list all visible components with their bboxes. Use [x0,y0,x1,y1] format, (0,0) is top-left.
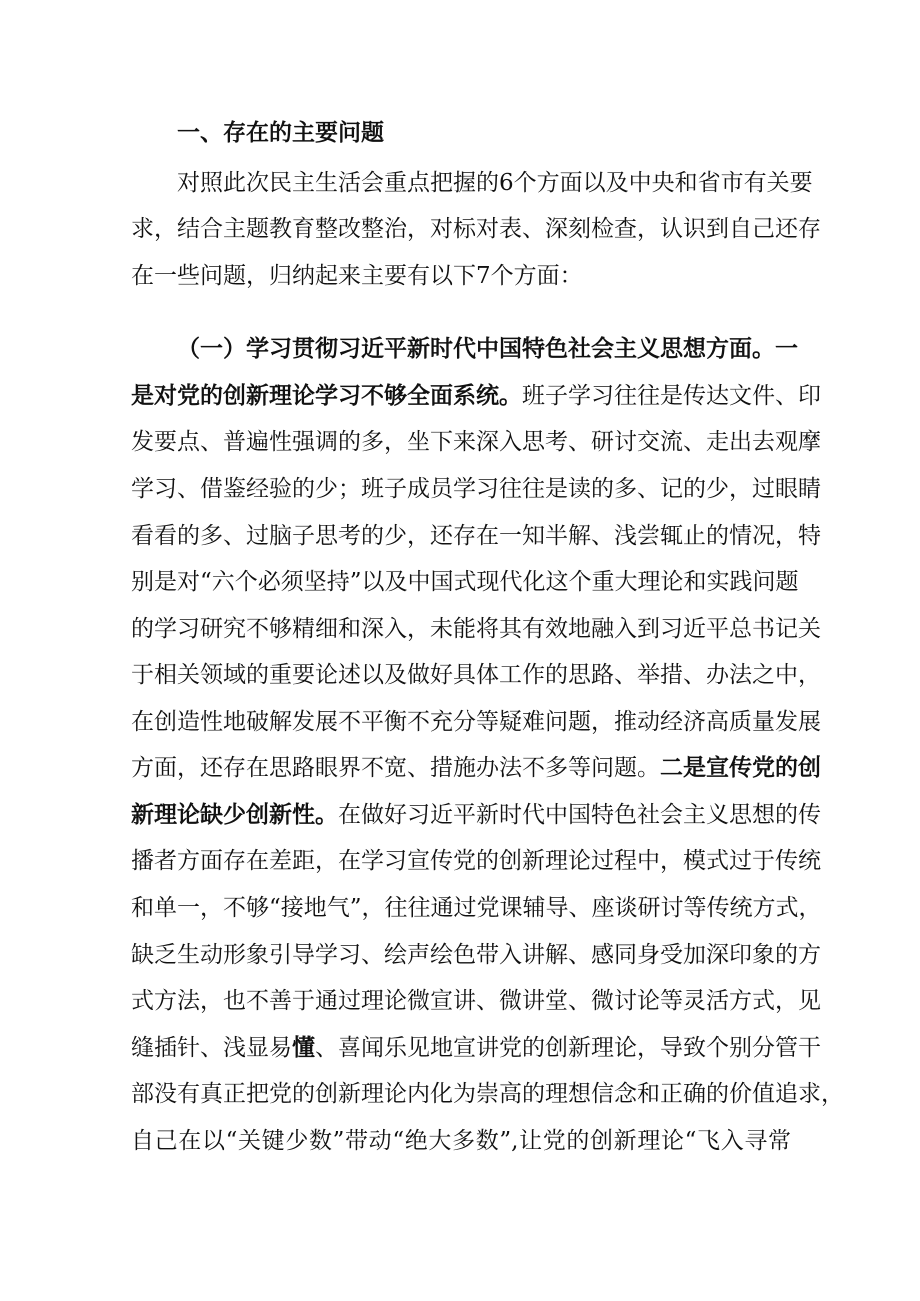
text-run: 、喜闻乐见地宣讲党的创新理论，导致个别分管干 [315,1035,821,1061]
paragraph-line [131,938,821,972]
paragraph-line [177,332,798,366]
text-run: 看看的多、过脑子思考的少，还存在一知半解、浅尝辄止的情况，特 [131,523,821,549]
paragraph-line [131,1124,791,1158]
text-run: 自己在以“关键少数”带动“绝大多数”,让党的创新理论“飞入寻常 [131,1128,791,1154]
bold-text: 新理论缺少创新性。 [131,801,338,828]
text-run: 和单一，不够“接地气”，往往通过党课辅导、座谈研讨等传统方式， [131,895,822,921]
paragraph-line [131,472,821,506]
text-run: 于相关领域的重要论述以及做好具体工作的思路、举措、办法之中， [131,662,821,688]
bold-text: 二是宣传党的创 [660,754,821,781]
text-run: 对照此次民主生活会重点把握的6个方面以及中央和省市有关要 [177,170,813,196]
paragraph-line [131,259,791,293]
paragraph-line [131,425,821,459]
paragraph-line [131,1031,821,1065]
paragraph-line [131,751,821,785]
text-run: 发要点、普遍性强调的多，坐下来深入思考、研讨交流、走出去观摩 [131,429,821,455]
text-run: 在一些问题，归纳起来主要有以下7个方面： [131,263,583,289]
text-run: 在创造性地破解发展不平衡不充分等疑难问题，推动经济高质量发展 [131,709,821,735]
text-run: 的学习研究不够精细和深入，未能将其有效地融入到习近平总书记关 [131,616,821,642]
paragraph-line [131,612,821,646]
text-run: 一、存在的主要问题 [177,119,384,146]
text-run: 缝插针、浅显易 [131,1035,292,1061]
paragraph-line [131,844,821,878]
text-run: 播者方面存在差距，在学习宣传党的创新理论过程中，模式过于传统 [131,848,821,874]
text-run: 缺乏生动形象引导学习、绘声绘色带入讲解、感同身受加深印象的方 [131,942,821,968]
paragraph-line [131,565,799,599]
section-heading [177,116,791,150]
paragraph-line [131,658,821,692]
bold-text: （一）学习贯彻习近平新时代中国特色社会主义思想方面。一 [177,335,798,362]
text-run: 式方法，也不善于通过理论微宣讲、微讲堂、微讨论等灵活方式，见 [131,988,821,1014]
text-run: 部没有真正把党的创新理论内化为崇高的理想信念和正确的价值追求， [131,1081,844,1107]
paragraph-line [131,798,821,832]
paragraph-line [131,705,821,739]
paragraph-line [177,166,813,200]
paragraph-line [131,519,821,553]
text-run: 学习、借鉴经验的少；班子成员学习往往是读的多、记的少，过眼睛 [131,476,821,502]
bold-text: 懂 [292,1034,315,1061]
text-run: 求，结合主题教育整改整治，对标对表、深刻检查，认识到自己还存 [131,216,821,242]
paragraph-line [131,1077,844,1111]
text-run: 方面，还存在思路眼界不宽、措施办法不多等问题。 [131,755,660,781]
paragraph-line [131,984,821,1018]
paragraph-line [131,379,821,413]
paragraph-line [131,212,821,246]
text-run: 在做好习近平新时代中国特色社会主义思想的传 [338,802,821,828]
paragraph-line [131,891,822,925]
text-run: 别是对“六个必须坚持”以及中国式现代化这个重大理论和实践问题 [131,569,799,595]
text-run: 班子学习往往是传达文件、印 [522,383,821,409]
bold-text: 是对党的创新理论学习不够全面系统。 [131,382,522,409]
